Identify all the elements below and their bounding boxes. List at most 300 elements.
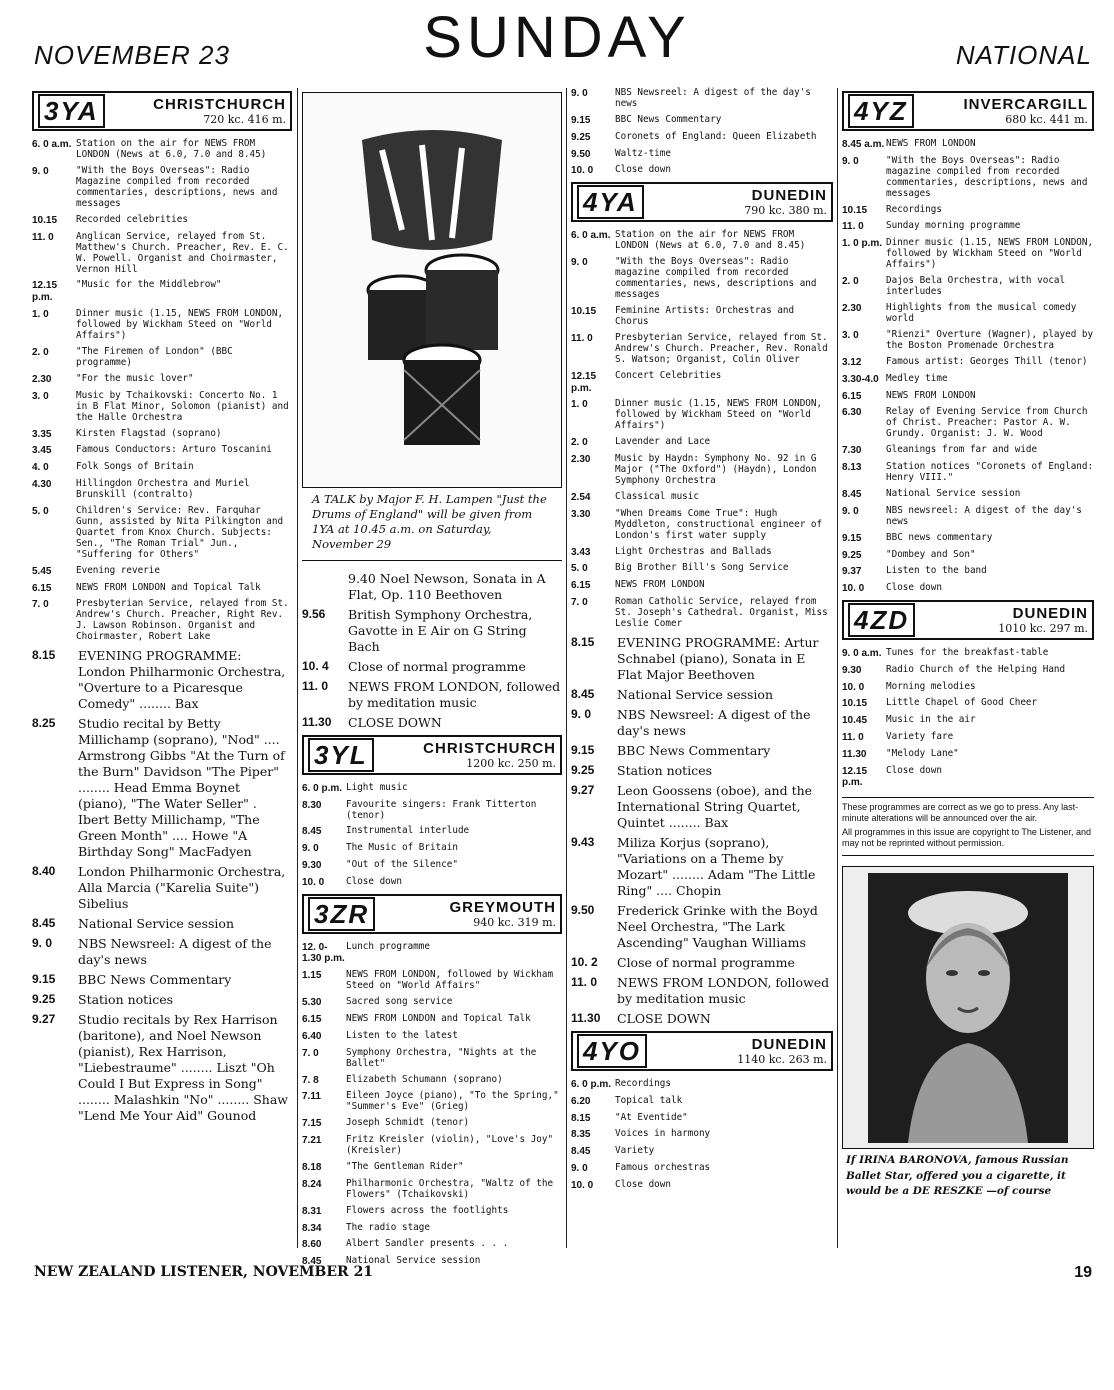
schedule-entry <box>571 1096 833 1108</box>
entry-text: Music by Haydn: Symphony No. 92 in G Major ("The Oxford") (Haydn), London Symphony Orchestra <box>615 453 817 487</box>
entry-time: 5. 0 <box>32 505 49 517</box>
entry-text: Children's Service: Rev. Farquhar Gunn, assisted by Nita Pilkington and Quartet from Knox Church. Subjects: Sen., "The Roman Trial" Jun., "Suffering for Others" <box>76 504 284 560</box>
entry-time: 8.15 <box>571 1112 591 1124</box>
entry-text: "Melody Lane" <box>886 747 959 759</box>
schedule-entry <box>302 1118 562 1130</box>
entry-text: Close down <box>615 164 671 176</box>
schedule-entry <box>842 583 1094 595</box>
entry-text: Coronets of England: Queen Elizabeth <box>615 130 817 142</box>
column-3 <box>569 88 835 1248</box>
entry-time: 8.24 <box>302 1178 322 1190</box>
entry-text: London Philharmonic Orchestra, Alla Marcia ("Karelia Suite") Sibelius <box>78 864 286 912</box>
entry-time: 9.43 <box>571 834 595 849</box>
schedule-entry <box>571 492 833 504</box>
entry-time: 2. 0 <box>842 276 859 288</box>
schedule-entry <box>571 306 833 328</box>
entry-text: Close down <box>886 582 942 594</box>
entry-time: 3.45 <box>32 445 52 457</box>
schedule-list <box>302 942 562 1268</box>
schedule-entry <box>842 139 1094 151</box>
entry-text: Flowers across the footlights <box>346 1204 509 1216</box>
entry-time: 4. 0 <box>32 462 49 474</box>
entry-text: National Service session <box>886 488 1021 500</box>
entry-time: 5. 0 <box>571 563 588 575</box>
station-callsign: 4ZD <box>848 603 915 637</box>
schedule-entry <box>571 230 833 252</box>
entry-text: Close down <box>886 764 942 776</box>
station-callsign: 3YA <box>38 94 105 128</box>
schedule-entry <box>842 550 1094 562</box>
schedule-entry <box>842 156 1094 200</box>
entry-time: 9.25 <box>571 131 591 143</box>
entry-text: Roman Catholic Service, relayed from St. Joseph's Cathedral. Organist, Miss Leslie Comer <box>615 596 828 630</box>
entry-time: 12.15 p.m. <box>842 765 868 789</box>
entry-text: "With the Boys Overseas": Radio magazine compiled from recorded commentaries, news, descriptions and messages <box>615 256 817 300</box>
entry-time: 9.50 <box>571 902 595 917</box>
entry-text: "The Firemen of London" (BBC programme) <box>76 345 233 368</box>
station-callsign: 4YZ <box>848 94 914 128</box>
entry-time: 7.21 <box>302 1135 322 1147</box>
schedule-entry <box>302 1239 562 1251</box>
schedule-entry <box>842 766 1094 790</box>
entry-time: 6.15 <box>571 580 591 592</box>
entry-time: 8.40 <box>32 864 56 879</box>
schedule-entry <box>842 682 1094 694</box>
entry-time: 9. 0 <box>842 505 859 517</box>
station-frequency: 1140 kc. 263 m. <box>737 1052 827 1066</box>
schedule-entry <box>32 936 292 968</box>
schedule-entry <box>32 391 292 424</box>
portrait-icon <box>868 873 1068 1143</box>
entry-time: 10. 0 <box>571 165 594 177</box>
entry-time: 11. 0 <box>571 974 598 989</box>
entry-text: Studio recital by Betty Millichamp (soprano), "Nod" .... Armstrong Gibbs "At the Turn of the Burn" Davidson "The Piper" ........ Head Emma Boynet (piano), "The Water Seller" . Ibert Betty Millichamp, "The Green Month" .... Howe "A Birthday Song" MacFadyen <box>78 716 285 860</box>
schedule-entry <box>571 165 833 177</box>
entry-time: 9. 0 <box>571 706 592 721</box>
schedule-entry <box>571 1079 833 1091</box>
evening-schedule <box>32 648 292 1124</box>
entry-text: Recordings <box>886 203 942 215</box>
entry-text: Sacred song service <box>346 996 453 1008</box>
entry-time: 2.30 <box>32 373 52 385</box>
schedule-list <box>302 783 562 889</box>
entry-text: "When Dreams Come True": Hugh Myddleton, constructional engineer of London's first water supply <box>615 507 823 541</box>
schedule-entry <box>842 566 1094 578</box>
schedule-entry <box>302 607 562 655</box>
entry-text: "The Gentleman Rider" <box>346 1161 464 1172</box>
baronova-portrait <box>842 866 1094 1149</box>
entry-time: 9. 0 <box>571 1162 588 1174</box>
station-frequency: 680 kc. 441 m. <box>1005 113 1088 126</box>
entry-time: 8.25 <box>32 716 56 731</box>
entry-text: Albert Sandler presents . . . <box>346 1238 509 1250</box>
entry-time: 12.15 p.m. <box>571 370 597 394</box>
entry-text: Recorded celebrities <box>76 213 188 225</box>
entry-time: 9.50 <box>571 148 591 160</box>
schedule-entry <box>571 1113 833 1125</box>
schedule-entry <box>842 715 1094 727</box>
entry-time: 3.35 <box>32 428 52 440</box>
entry-text: Station notices <box>617 762 713 778</box>
entry-text: Dinner music (1.15, NEWS FROM LONDON, followed by Wickham Steed on "World Affairs") <box>615 398 823 432</box>
entry-time: 9. 0 <box>571 257 588 269</box>
entry-time: 9. 0 a.m. <box>842 647 882 659</box>
entry-text: NEWS FROM LONDON <box>886 138 976 149</box>
entry-text: Sunday morning programme <box>886 220 1021 232</box>
entry-time: 8.45 <box>302 826 322 838</box>
entry-text: Station on the air for NEWS FROM LONDON (News at 6.0, 7.0 and 8.45) <box>76 138 267 160</box>
schedule-entry <box>302 1135 562 1157</box>
3ya-late-schedule <box>302 571 562 731</box>
entry-text: BBC News Commentary <box>617 742 771 758</box>
schedule-entry <box>32 864 292 912</box>
column-rule <box>837 88 838 1248</box>
entry-time: 11. 0 <box>302 678 329 693</box>
schedule-entry <box>571 1011 833 1027</box>
station-3yl <box>302 735 562 775</box>
entry-time: 8.30 <box>302 799 322 811</box>
schedule-entry <box>571 1163 833 1175</box>
entry-text: Dinner music (1.15, NEWS FROM LONDON, followed by Wickham Steed on "World Affairs") <box>886 237 1094 271</box>
station-frequency: 790 kc. 380 m. <box>744 204 827 218</box>
schedule-entry <box>302 659 562 675</box>
entry-time: 7.11 <box>302 1091 321 1103</box>
entry-text: Listen to the band <box>886 565 987 577</box>
entry-text: Presbyterian Service, relayed from St. Andrew's Church. Preacher, Right Rev. J. Lawson Robinson. Organist and Choirmaster, Robert Lake <box>76 598 289 643</box>
schedule-entry <box>32 916 292 932</box>
entry-text: Radio Church of the Helping Hand <box>886 663 1066 675</box>
entry-text: Close down <box>615 1178 671 1190</box>
station-city: DUNEDIN <box>751 1035 827 1053</box>
entry-time <box>302 571 348 603</box>
entry-time: 6. 0 a.m. <box>32 139 72 150</box>
entry-text: BBC news commentary <box>886 531 993 543</box>
schedule-entry <box>842 489 1094 501</box>
entry-time: 10.15 <box>32 214 58 226</box>
entry-time: 7.15 <box>302 1118 322 1130</box>
schedule-list <box>842 139 1094 595</box>
entry-time: 6. 0 p.m. <box>571 1078 612 1090</box>
entry-text: Philharmonic Orchestra, "Waltz of the Flowers" (Tchaikovski) <box>346 1177 554 1200</box>
entry-text: NEWS FROM LONDON and Topical Talk <box>346 1013 531 1024</box>
entry-text: Miliza Korjus (soprano), "Variations on a Theme by Mozart" ........ Adam "The Little Ring" .... Chopin <box>617 834 816 898</box>
entry-text: Leon Goossens (oboe), and the International String Quartet, Quintet ........ Bax <box>617 782 813 830</box>
schedule-entry <box>302 1031 562 1043</box>
entry-text: "Music for the Middlebrow" <box>76 279 222 291</box>
schedule-entry <box>571 903 833 951</box>
station-4yz <box>842 91 1094 131</box>
entry-time: 11.30 <box>302 714 332 729</box>
entry-text: Anglican Service, relayed from St. Matthew's Church. Preacher, Rev. E. C. W. Powell. Organist and Choirmaster, Vernon Hill <box>76 230 289 275</box>
entry-text: Feminine Artists: Orchestras and Chorus <box>615 304 795 327</box>
entry-time: 8.35 <box>571 1129 591 1141</box>
entry-time: 9.15 <box>842 532 862 544</box>
schedule-entry <box>571 333 833 366</box>
entry-text: Presbyterian Service, relayed from St. Andrew's Church. Preacher, Rev. Ronald S. Watson; Organist, Colin Oliver <box>615 331 828 365</box>
entry-time: 11. 0 <box>842 221 864 233</box>
entry-time: 9.15 <box>32 972 56 987</box>
entry-time: 8.45 <box>302 1256 322 1268</box>
schedule-entry <box>32 309 292 342</box>
station-callsign: 4YO <box>577 1034 647 1068</box>
entry-text: Station notices <box>78 992 174 1008</box>
ad-caption: If IRINA BARONOVA, famous Russian Ballet Star, offered you a cigarette, it would be a DE RESZKE —of course <box>846 1154 1069 1197</box>
schedule-entry <box>571 955 833 971</box>
entry-text: Topical talk <box>615 1094 683 1106</box>
footer-credit: NEW ZEALAND LISTENER, NOVEMBER 21 <box>34 1264 374 1280</box>
entry-time: 6.40 <box>302 1030 322 1042</box>
entry-text: Eileen Joyce (piano), "To the Spring," "Summer's Eve" (Grieg) <box>346 1090 559 1113</box>
entry-text: Studio recitals by Rex Harrison (baritone), and Noel Newson (pianist), Rex Harrison, "Liebestraume" ........ Liszt "Oh Could I But Express in Song" ........ Malashkin "No" ........ Shaw "Lend Me Your Aid" Gounod <box>78 1012 288 1124</box>
entry-text: Dajos Bela Orchestra, with vocal interludes <box>886 275 1066 298</box>
entry-text: Gleanings from far and wide <box>886 444 1038 456</box>
schedule-entry <box>302 571 562 603</box>
entry-text: Recordings <box>615 1077 671 1089</box>
entry-text: National Service session <box>617 686 773 702</box>
entry-text: NEWS FROM LONDON <box>886 389 976 401</box>
entry-time: 9.25 <box>842 549 862 561</box>
schedule-entry <box>571 763 833 779</box>
schedule-entry <box>571 547 833 559</box>
entry-time: 8.45 <box>842 489 862 501</box>
entry-time: 9.15 <box>571 114 591 126</box>
schedule-entry <box>571 509 833 542</box>
entry-text: CLOSE DOWN <box>617 1010 711 1026</box>
schedule-entry <box>571 257 833 301</box>
entry-time: 10. 0 <box>842 681 865 693</box>
schedule-entry <box>571 437 833 449</box>
entry-text: "Out of the Silence" <box>346 859 458 871</box>
schedule-entry <box>571 88 833 110</box>
entry-time: 4.30 <box>32 479 52 491</box>
entry-text: Little Chapel of Good Cheer <box>886 697 1038 709</box>
header-date: NOVEMBER 23 <box>34 40 230 70</box>
entry-text: BBC News Commentary <box>78 972 232 988</box>
station-3zr <box>302 894 562 934</box>
entry-time: 8.18 <box>302 1162 322 1173</box>
header-day: SUNDAY <box>423 5 691 70</box>
schedule-entry <box>842 665 1094 677</box>
entry-text: Voices in harmony <box>615 1128 711 1140</box>
entry-text: Favourite singers: Frank Titterton (tenor) <box>346 798 537 821</box>
entry-time: 6.15 <box>842 390 862 402</box>
schedule-entry <box>302 1206 562 1218</box>
entry-time: 7.30 <box>842 445 862 457</box>
entry-text: Light music <box>346 781 408 793</box>
column-rule <box>566 88 567 1248</box>
entry-text: Famous orchestras <box>615 1161 711 1173</box>
column-4 <box>840 88 1096 1248</box>
entry-text: 9.40 Noel Newson, Sonata in A Flat, Op. 110 Beethoven <box>348 570 546 602</box>
station-frequency: 720 kc. 416 m. <box>203 113 286 126</box>
entry-time: 9.30 <box>302 860 322 872</box>
schedule-entry <box>571 132 833 144</box>
entry-text: Tunes for the breakfast-table <box>886 646 1049 658</box>
entry-text: Close of normal programme <box>348 658 526 674</box>
schedule-entry <box>32 280 292 304</box>
schedule-entry <box>32 429 292 441</box>
entry-text: Famous artist: Georges Thill (tenor) <box>886 355 1088 367</box>
entry-text: Big Brother Bill's Song Service <box>615 562 789 574</box>
entry-time: 9. 0 <box>571 88 588 99</box>
entry-time: 2. 0 <box>571 437 588 449</box>
entry-time: 8.34 <box>302 1222 322 1234</box>
entry-time: 6.15 <box>302 1014 322 1025</box>
entry-time: 7. 8 <box>302 1074 319 1086</box>
entry-time: 10.15 <box>571 305 597 317</box>
entry-text: Station on the air for NEWS FROM LONDON (News at 6.0, 7.0 and 8.45) <box>615 229 806 252</box>
copyright-note <box>842 797 1094 856</box>
schedule-entry <box>571 707 833 739</box>
station-3ya <box>32 91 292 131</box>
schedule-entry <box>302 843 562 855</box>
entry-time: 11. 0 <box>32 231 54 243</box>
drums-icon <box>342 120 522 460</box>
entry-time: 2. 0 <box>32 346 49 358</box>
schedule-entry <box>571 743 833 759</box>
schedule-entry <box>32 166 292 210</box>
schedule-entry <box>302 997 562 1009</box>
schedule-entry <box>842 506 1094 528</box>
entry-text: Classical music <box>615 490 699 502</box>
schedule-entry <box>302 942 562 966</box>
schedule-entry <box>571 580 833 592</box>
entry-text: "With the Boys Overseas": Radio Magazine compiled from recorded commentaries, descriptions, news and messages <box>76 164 278 209</box>
entry-text: The Music of Britain <box>346 842 458 854</box>
entry-text: BBC News Commentary <box>615 113 722 125</box>
entry-time: 5.30 <box>302 997 322 1009</box>
schedule-entry <box>571 1129 833 1141</box>
schedule-entry <box>571 149 833 161</box>
note-correction: These programmes are correct as we go to press. Any last-minute alterations will be announced over the air. <box>842 802 1079 823</box>
schedule-entry <box>571 563 833 575</box>
entry-text: "Rienzi" Overture (Wagner), played by the Boston Promenade Orchestra <box>886 329 1094 352</box>
entry-time: 6.20 <box>571 1095 591 1107</box>
station-4yo <box>571 1031 833 1071</box>
entry-text: Folk Songs of Britain <box>76 461 194 473</box>
entry-text: "Dombey and Son" <box>886 548 976 560</box>
schedule-entry <box>32 716 292 860</box>
drums-illustration <box>302 92 562 488</box>
entry-time: 9. 0 <box>842 155 859 167</box>
entry-text: Highlights from the musical comedy world <box>886 302 1077 325</box>
entry-text: Music by Tchaikovski: Concerto No. 1 in B Flat Minor, Solomon (pianist) and the Halle Orchestra <box>76 389 289 423</box>
entry-text: Variety fare <box>886 730 954 742</box>
entry-time: 8.45 <box>571 1146 591 1158</box>
entry-text: Variety <box>615 1145 655 1157</box>
entry-time: 10.15 <box>842 204 868 216</box>
entry-time: 1. 0 <box>32 309 49 321</box>
header-network: NATIONAL <box>955 40 1092 70</box>
page-header <box>0 0 1114 100</box>
schedule-entry <box>302 800 562 822</box>
entry-time: 11.30 <box>571 1010 601 1025</box>
entry-text: Lunch programme <box>346 940 430 952</box>
schedule-entry <box>842 221 1094 233</box>
entry-text: Hillingdon Orchestra and Muriel Brunskill (contralto) <box>76 478 250 500</box>
schedule-entry <box>842 462 1094 484</box>
entry-time: 8.60 <box>302 1239 322 1251</box>
entry-text: NBS Newsreel: A digest of the day's news <box>617 706 811 738</box>
entry-time: 6.30 <box>842 407 862 419</box>
schedule-entry <box>32 347 292 369</box>
schedule-entry <box>571 783 833 831</box>
schedule-list <box>571 88 833 177</box>
schedule-entry <box>842 732 1094 744</box>
entry-text: NEWS FROM LONDON, followed by meditation music <box>617 974 830 1006</box>
entry-time: 9.56 <box>302 606 326 621</box>
station-callsign: 4YA <box>577 185 644 219</box>
schedule-entry <box>302 970 562 992</box>
station-city: GREYMOUTH <box>449 898 556 916</box>
schedule-entry <box>302 679 562 711</box>
entry-text: "For the music lover" <box>76 372 194 384</box>
schedule-entry <box>32 232 292 276</box>
station-4ya <box>571 182 833 222</box>
entry-text: British Symphony Orchestra, Gavotte in E Air on G String Bach <box>348 606 533 654</box>
schedule-list <box>571 230 833 630</box>
entry-time: 8.13 <box>842 462 862 474</box>
entry-text: Lavender and Lace <box>615 436 711 448</box>
schedule-entry <box>302 1162 562 1174</box>
schedule-entry <box>32 599 292 643</box>
entry-time: 9.30 <box>842 664 862 676</box>
entry-text: National Service session <box>346 1255 481 1267</box>
entry-time: 9.25 <box>32 992 56 1007</box>
entry-time: 10. 0 <box>302 876 325 888</box>
schedule-entry <box>842 303 1094 325</box>
schedule-entry <box>302 877 562 889</box>
entry-time: 6.15 <box>32 582 52 594</box>
column-2 <box>300 88 564 1268</box>
schedule-entry <box>571 454 833 487</box>
schedule-entry <box>842 407 1094 440</box>
entry-time: 7. 0 <box>571 597 588 609</box>
schedule-entry <box>571 1180 833 1192</box>
station-callsign: 3YL <box>308 738 374 772</box>
schedule-entry <box>302 1075 562 1087</box>
entry-text: Concert Celebrities <box>615 369 722 381</box>
entry-time: 8.15 <box>571 634 595 649</box>
schedule-entry <box>302 715 562 731</box>
entry-time: 1.15 <box>302 970 322 982</box>
entry-text: NBS Newsreel: A digest of the day's news <box>615 87 811 109</box>
entry-text: Frederick Grinke with the Boyd Neel Orchestra, "The Lark Ascending" Vaughan Williams <box>617 902 818 950</box>
entry-time: 8.45 <box>32 916 56 931</box>
schedule-entry <box>842 276 1094 298</box>
schedule-entry <box>302 860 562 872</box>
entry-time: 9. 0 <box>32 165 49 177</box>
entry-text: Morning melodies <box>886 680 976 692</box>
evening-schedule <box>571 635 833 1027</box>
note-copyright: All programmes in this issue are copyright to The Listener, and may not be reprinted without permission. <box>842 826 1091 848</box>
station-city: CHRISTCHURCH <box>423 739 556 757</box>
schedule-entry <box>842 374 1094 386</box>
schedule-entry <box>842 533 1094 545</box>
station-city: DUNEDIN <box>751 187 827 205</box>
station-frequency: 940 kc. 319 m. <box>473 915 556 929</box>
entry-time: 9. 0 <box>302 843 319 855</box>
entry-text: Dinner music (1.15, NEWS FROM LONDON, followed by Wickham Steed on "World Affairs") <box>76 308 284 342</box>
station-frequency: 1010 kc. 297 m. <box>998 621 1088 635</box>
entry-text: NBS newsreel: A digest of the day's news <box>886 504 1082 527</box>
entry-text: Kirsten Flagstad (soprano) <box>76 427 222 439</box>
schedule-entry <box>32 462 292 474</box>
entry-text: "With the Boys Overseas": Radio magazine compiled from recorded commentaries, descriptions, news and messages <box>886 154 1088 199</box>
entry-time: 12.15 p.m. <box>32 280 58 304</box>
entry-time: 8.45 <box>571 686 595 701</box>
station-4zd <box>842 600 1094 640</box>
